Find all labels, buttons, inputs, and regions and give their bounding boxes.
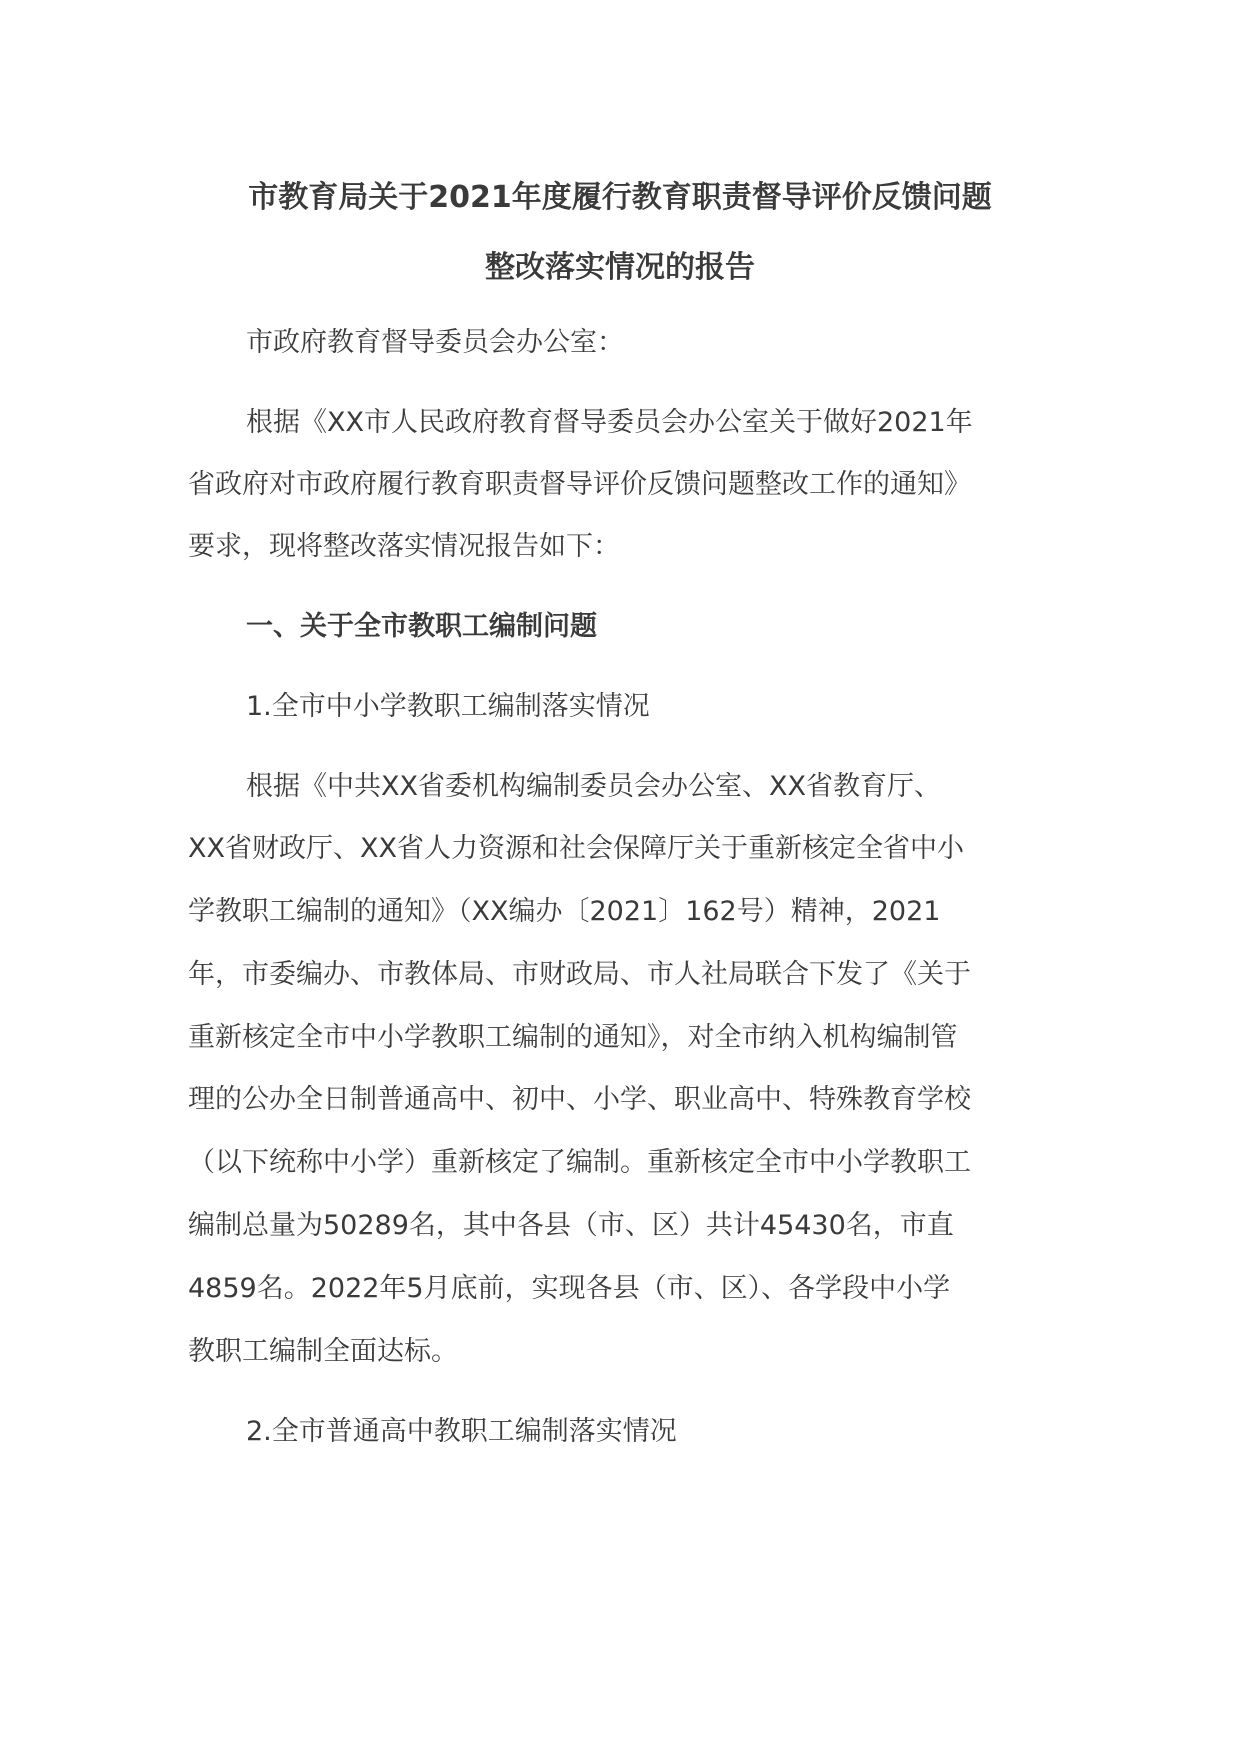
- document-title-line-2: 整改落实情况的报告: [485, 250, 755, 285]
- paragraph-line-1: 根据《中共XX省委机构编制委员会办公室、XX省教育厅、: [246, 771, 941, 802]
- intro-line-3: 要求，现将整改落实情况报告如下：: [188, 531, 620, 562]
- intro-line-2: 省政府对市政府履行教育职责督导评价反馈问题整改工作的通知》: [188, 469, 971, 500]
- paragraph-line-10: 教职工编制全面达标。: [188, 1336, 458, 1367]
- intro-line-1: 根据《XX市人民政府教育督导委员会办公室关于做好2021年: [246, 407, 973, 438]
- paragraph-line-7: （以下统称中小学）重新核定了编制。重新核定全市中小学教职工: [188, 1147, 971, 1178]
- subsection-2-heading: 2.全市普通高中教职工编制落实情况: [246, 1416, 677, 1447]
- salutation: 市政府教育督导委员会办公室：: [246, 327, 624, 358]
- paragraph-line-6: 理的公办全日制普通高中、初中、小学、职业高中、特殊教育学校: [188, 1084, 971, 1115]
- paragraph-line-3: 学教职工编制的通知》（XX编办〔2021〕162号）精神，2021: [188, 896, 941, 927]
- subsection-1-heading: 1.全市中小学教职工编制落实情况: [246, 691, 650, 722]
- document-title-line-1: 市教育局关于2021年度履行教育职责督导评价反馈问题: [248, 180, 992, 215]
- paragraph-line-9: 4859名。2022年5月底前，实现各县（市、区）、各学段中小学: [188, 1273, 951, 1304]
- paragraph-line-5: 重新核定全市中小学教职工编制的通知》，对全市纳入机构编制管: [188, 1022, 958, 1053]
- section-1-heading: 一、关于全市教职工编制问题: [246, 611, 597, 642]
- paragraph-line-8: 编制总量为50289名，其中各县（市、区）共计45430名，市直: [188, 1210, 954, 1241]
- paragraph-line-4: 年，市委编办、市教体局、市财政局、市人社局联合下发了《关于: [188, 959, 971, 990]
- paragraph-line-2: XX省财政厅、XX省人力资源和社会保障厅关于重新核定全省中小: [188, 833, 964, 864]
